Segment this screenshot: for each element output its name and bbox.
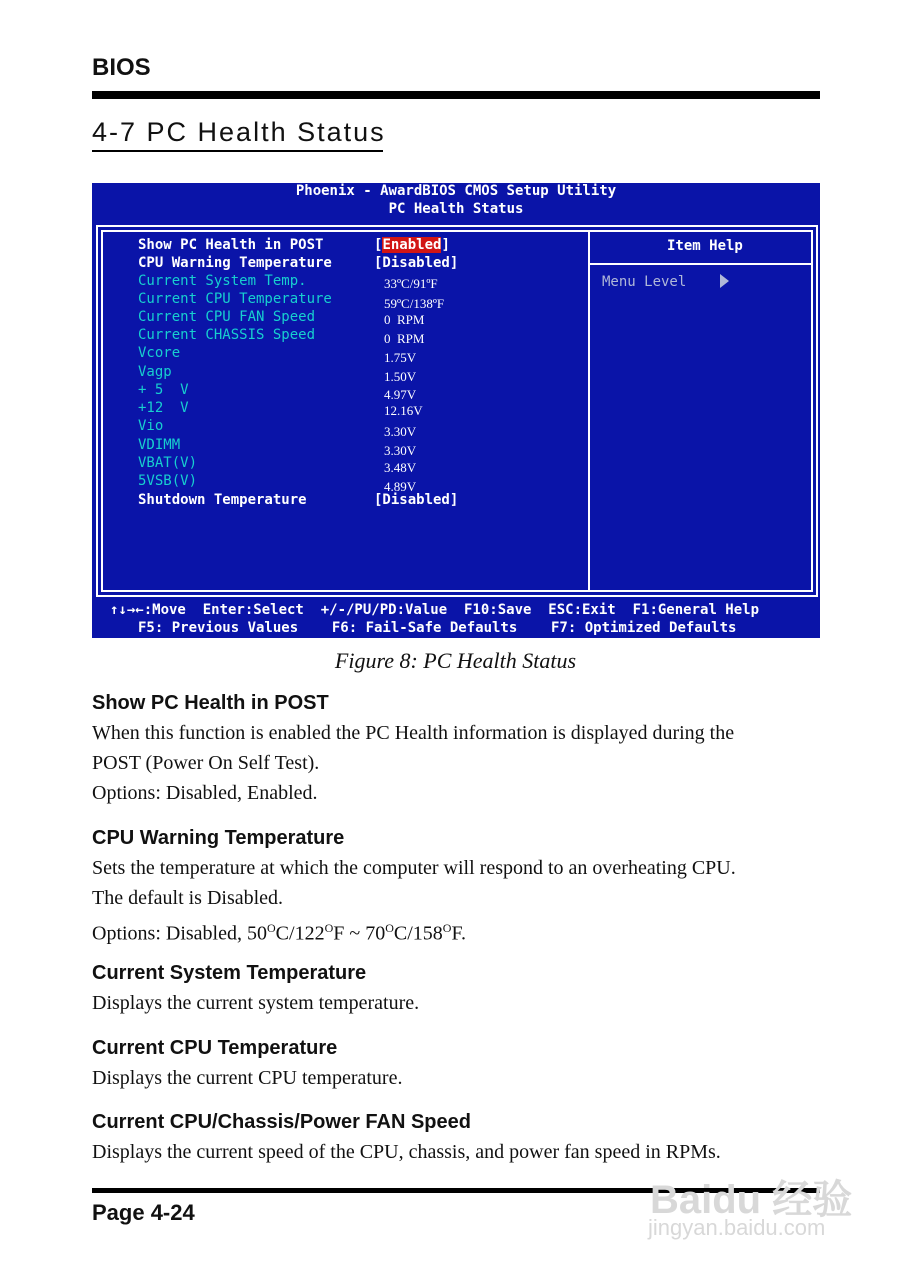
- help-separator: [590, 263, 812, 265]
- text-line: POST (Power On Self Test).: [92, 752, 320, 774]
- bios-item-system-temp: Current System Temp.: [138, 273, 307, 289]
- figure-caption: Figure 8: PC Health Status: [334, 648, 577, 673]
- bios-item-chassis-fan: Current CHASSIS Speed: [138, 327, 316, 343]
- help-divider: [588, 230, 590, 592]
- bios-item-shutdown-temp[interactable]: Shutdown Temperature: [138, 492, 307, 508]
- text-line: Sets the temperature at which the computer will respond to an overheating CPU.: [92, 857, 736, 879]
- bios-value-5vsb: 4.89V: [384, 479, 417, 494]
- heading-cpu-warning-temp: CPU Warning Temperature: [92, 827, 345, 849]
- bios-item-cpu-temp: Current CPU Temperature: [138, 291, 332, 307]
- text-line: When this function is enabled the PC Health information is displayed during the: [92, 722, 735, 744]
- bios-value-12v: 12.16V: [384, 403, 423, 418]
- bios-value-show-pc-health[interactable]: [Enabled]: [374, 237, 450, 253]
- bios-item-5vsb: 5VSB(V): [138, 473, 198, 489]
- bios-item-vdimm: VDIMM: [138, 437, 181, 453]
- paragraph-show-pc-health: [92, 718, 812, 808]
- bios-item-cpu-fan: Current CPU FAN Speed: [138, 309, 316, 325]
- bios-screen: [92, 183, 820, 638]
- bios-value-vdimm: 3.30V: [384, 443, 417, 458]
- text-line: Displays the current speed of the CPU, chassis, and power fan speed in RPMs.: [92, 1141, 721, 1163]
- watermark-logo: Baidu 经验: [650, 1178, 853, 1222]
- page-number: Page 4-24: [92, 1200, 195, 1225]
- bios-item-show-pc-health[interactable]: Show PC Health in POST: [138, 237, 324, 253]
- menu-level-label: Menu Level: [602, 274, 687, 290]
- heading-cpu-temp: Current CPU Temperature: [92, 1037, 338, 1059]
- bios-value-system-temp: 33ºC/91ºF: [384, 276, 438, 291]
- bios-title: Phoenix - AwardBIOS CMOS Setup Utility: [295, 183, 617, 199]
- watermark-url: jingyan.baidu.com: [648, 1215, 826, 1240]
- paragraph-cpu-warning-temp: [92, 853, 812, 949]
- bios-item-cpu-warning-temp[interactable]: CPU Warning Temperature: [138, 255, 332, 271]
- bios-item-vbat: VBAT(V): [138, 455, 198, 471]
- bios-item-vagp: Vagp: [138, 364, 172, 380]
- paragraph-system-temp: [92, 988, 812, 1018]
- bios-value-cpu-warning-temp[interactable]: [Disabled]: [374, 255, 459, 271]
- text-line: Displays the current system temperature.: [92, 992, 420, 1014]
- page-header: BIOS: [92, 54, 151, 81]
- header-rule: [92, 91, 820, 99]
- bios-footer-keys: ↑↓→←:Move Enter:Select +/-/PU/PD:Value F10:Save ESC:Exit F1:General Help: [110, 602, 760, 618]
- text-line: Options: Disabled, Enabled.: [92, 782, 318, 804]
- options-line: Options: Disabled, $50^OC/122^OF$ ~ $70^OC/158^OF$.: [92, 921, 466, 945]
- bios-subtitle: PC Health Status: [388, 201, 524, 217]
- bios-value-cpu-fan: 0 RPM: [384, 312, 425, 327]
- bios-value-vio: 3.30V: [384, 424, 417, 439]
- section-title: 4-7 PC Health Status: [92, 117, 383, 152]
- bios-value-cpu-temp: 59ºC/138ºF: [384, 296, 445, 311]
- bios-item-vio: Vio: [138, 418, 164, 434]
- bios-value-vbat: 3.48V: [384, 460, 417, 475]
- heading-show-pc-health: Show PC Health in POST: [92, 692, 329, 714]
- bios-item-5v: + 5 V: [138, 382, 189, 398]
- paragraph-cpu-temp: [92, 1063, 812, 1093]
- selected-value[interactable]: Enabled: [382, 237, 442, 253]
- item-help-title: Item Help: [667, 238, 743, 254]
- bios-value-shutdown-temp[interactable]: [Disabled]: [374, 492, 459, 508]
- bios-item-12v: +12 V: [138, 400, 189, 416]
- heading-fan-speed: Current CPU/Chassis/Power FAN Speed: [92, 1111, 471, 1133]
- bios-value-5v: 4.97V: [384, 387, 417, 402]
- bios-value-chassis-fan: 0 RPM: [384, 331, 425, 346]
- bios-item-vcore: Vcore: [138, 345, 181, 361]
- heading-system-temp: Current System Temperature: [92, 962, 367, 984]
- text-line: The default is Disabled.: [92, 887, 284, 909]
- menu-level-arrow-icon: [720, 274, 729, 288]
- bios-value-vagp: 1.50V: [384, 369, 417, 384]
- text-line: Displays the current CPU temperature.: [92, 1067, 403, 1089]
- bios-footer-functions: F5: Previous Values F6: Fail-Safe Defaults F7: Optimized Defaults: [138, 620, 737, 636]
- bios-value-vcore: 1.75V: [384, 350, 417, 365]
- paragraph-fan-speed: [92, 1137, 812, 1167]
